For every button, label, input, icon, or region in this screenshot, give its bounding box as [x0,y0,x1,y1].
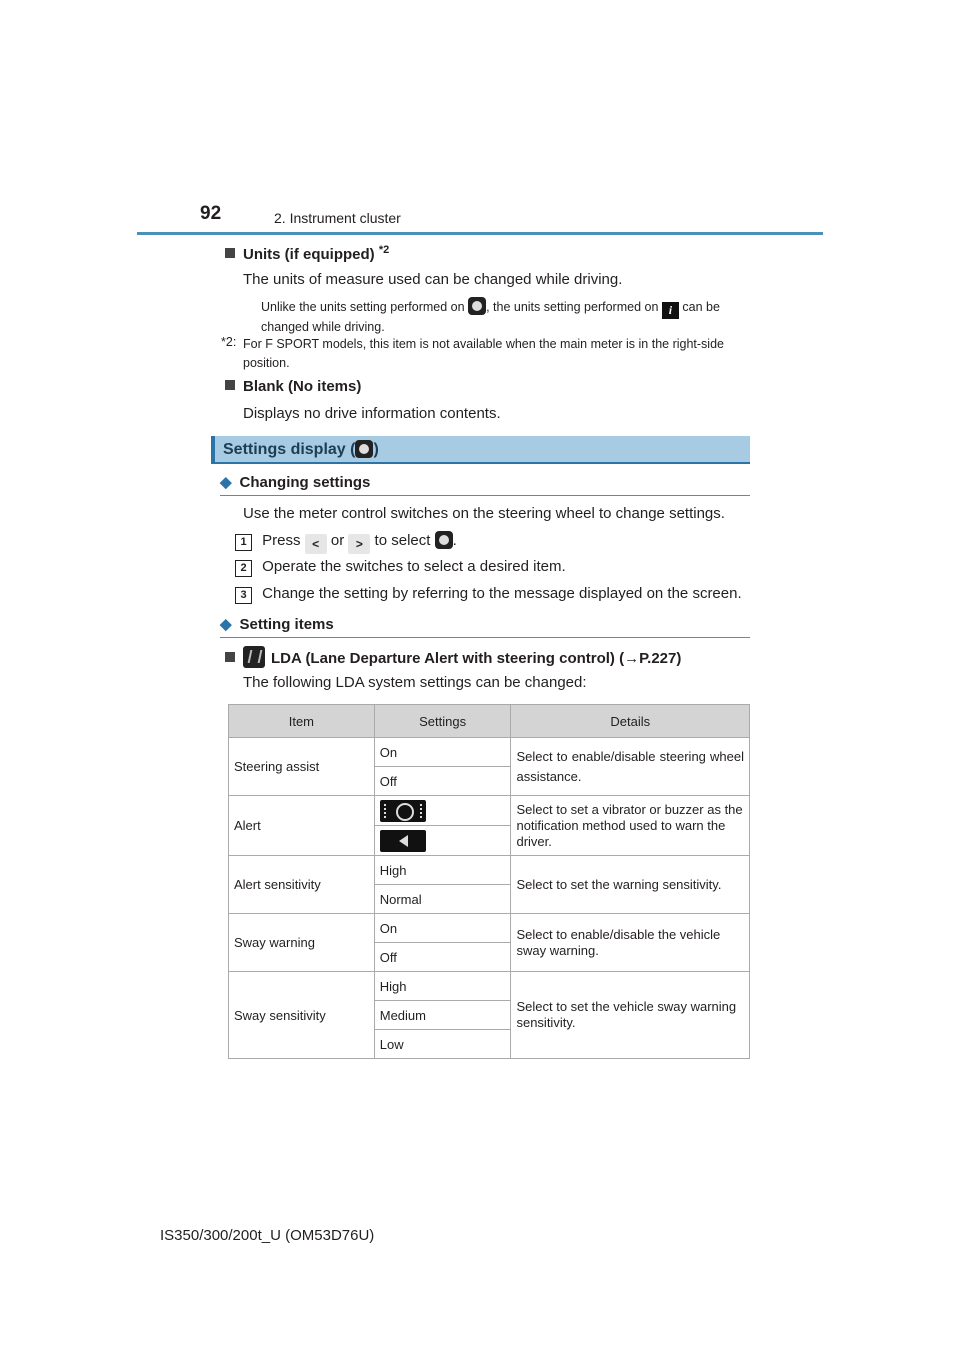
info-icon: i [662,302,679,319]
page-number: 92 [200,203,222,224]
chapter-title: 2. Instrument cluster [274,210,401,226]
column-header: Item [229,705,375,738]
table-row [229,972,750,1001]
step-number: 1 [235,534,252,551]
blank-desc: Displays no drive information contents. [243,405,501,422]
lda-desc: The following LDA system settings can be changed: [243,674,587,691]
setting-cell: Normal [374,885,511,914]
details-cell: Select to enable/disable steering wheel assistance. [511,738,750,796]
column-header: Settings [374,705,511,738]
changing-settings-heading: ◆ Changing settings [220,474,371,491]
left-arrow-button-icon: < [305,534,327,554]
details-cell: Select to enable/disable the vehicle sway warning. [511,914,750,972]
step-1: 1 Press < or > to select . [235,531,457,554]
lane-departure-icon [243,646,265,668]
details-cell: Select to set a vibrator or buzzer as the notification method used to warn the driver. [511,796,750,856]
setting-cell [374,826,511,856]
units-desc: The units of measure used can be changed while driving. [243,271,623,288]
buzzer-icon [380,830,426,852]
table-row [229,738,750,767]
setting-cell: High [374,972,511,1001]
settings-gear-icon [435,531,453,549]
units-note: Unlike the units setting performed on , the units setting performed on i can be changed while driving. [261,297,751,336]
step-3: 3 Change the setting by referring to the message displayed on the screen. [235,585,742,604]
details-cell: Select to set the vehicle sway warning sensitivity. [511,972,750,1059]
step-number: 3 [235,587,252,604]
setting-cell: Off [374,767,511,796]
item-cell: Sway warning [229,914,375,972]
item-cell: Alert [229,796,375,856]
units-heading: Units (if equipped) $^{*2}$ [225,244,389,263]
header-rule [137,232,823,235]
footnote-text: For F SPORT models, this item is not available when the main meter is in the right-side position. [243,337,724,370]
settings-gear-icon [355,440,373,458]
setting-cell: High [374,856,511,885]
setting-cell: On [374,914,511,943]
item-cell: Sway sensitivity [229,972,375,1059]
setting-cell: Medium [374,1001,511,1030]
details-cell: Select to set the warning sensitivity. [511,856,750,914]
item-cell: Steering assist [229,738,375,796]
lda-heading: LDA (Lane Departure Alert with steering control) (→P.227) [225,646,681,668]
subsection-rule [220,637,750,638]
settings-gear-icon [468,297,486,315]
right-arrow-button-icon: > [348,534,370,554]
item-cell: Alert sensitivity [229,856,375,914]
setting-cell: Off [374,943,511,972]
changing-intro: Use the meter control switches on the steering wheel to change settings. [243,505,725,522]
footnote-mark: *2: [221,335,237,349]
square-bullet-icon [225,380,235,390]
diamond-bullet-icon: ◆ [220,616,232,633]
lda-settings-table [228,704,750,1059]
blank-heading: Blank (No items) [225,378,361,395]
subsection-rule [220,495,750,496]
setting-cell: Low [374,1030,511,1059]
model-footer: IS350/300/200t_U (OM53D76U) [160,1227,375,1244]
footnote-ref: *2 [378,244,390,256]
step-number: 2 [235,560,252,577]
step-2: 2 Operate the switches to select a desired item. [235,558,566,577]
table-row [229,796,750,826]
column-header: Details [511,705,750,738]
setting-cell [374,796,511,826]
table-header-row [229,705,750,738]
setting-cell: On [374,738,511,767]
square-bullet-icon [225,652,235,662]
settings-display-section: Settings display ( ) [211,436,750,464]
diamond-bullet-icon: ◆ [220,474,232,491]
vibrator-icon [380,800,426,822]
square-bullet-icon [225,248,235,258]
table-row [229,914,750,943]
setting-items-heading: ◆ Setting items [220,616,334,633]
table-row [229,856,750,885]
